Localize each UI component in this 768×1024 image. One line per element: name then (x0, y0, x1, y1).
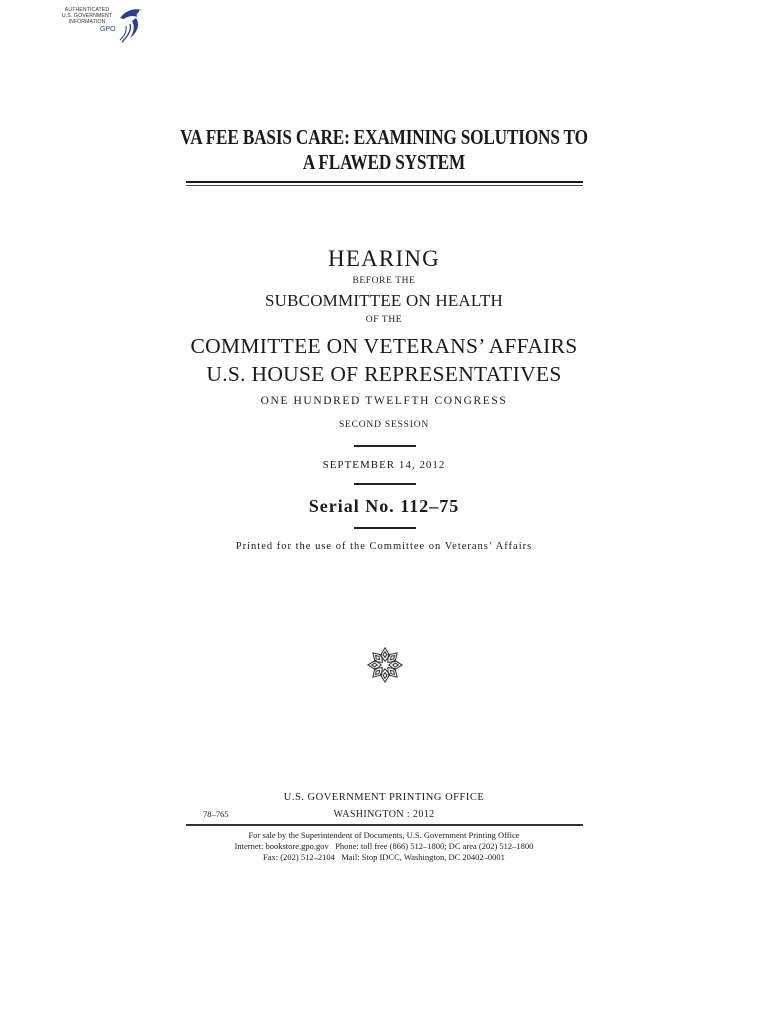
divider-rule (354, 445, 416, 447)
logo-line: AUTHENTICATED (64, 7, 110, 13)
house-name: U.S. HOUSE OF REPRESENTATIVES (206, 362, 562, 386)
document-title-line-2: A FLAWED SYSTEM (302, 150, 466, 174)
document-title-line-1: VA FEE BASIS CARE: EXAMINING SOLUTIONS TO (180, 125, 588, 149)
printed-for-note: Printed for the use of the Committee on Veterans’ Affairs (235, 541, 533, 552)
logo-line: U.S. GOVERNMENT (61, 13, 113, 19)
subcommittee-name: SUBCOMMITTEE ON HEALTH (265, 291, 503, 310)
place-year: WASHINGTON : 2012 (333, 809, 435, 820)
star-ornament-icon (366, 645, 404, 685)
sale-line: Fax: (202) 512–2104 Mail: Stop IDCC, Washington, DC 20402–0001 (263, 852, 505, 862)
title-double-rule (186, 181, 583, 186)
congress-label: ONE HUNDRED TWELFTH CONGRESS (260, 395, 508, 407)
logo-text (52, 7, 122, 25)
hearing-date: SEPTEMBER 14, 2012 (322, 459, 446, 471)
logo-line: INFORMATION (68, 19, 106, 25)
of-the-label: OF THE (365, 315, 403, 325)
jacket-number: 78–765 (203, 809, 229, 819)
eagle-icon (116, 4, 146, 46)
logo-agency: GPO (100, 26, 116, 33)
divider-rule (354, 483, 416, 485)
session-label: SECOND SESSION (338, 420, 430, 430)
sale-line: Internet: bookstore.gpo.gov Phone: toll free (866) 512–1800; DC area (202) 512–1800 (234, 841, 534, 851)
hearing-heading: HEARING (328, 246, 440, 271)
divider-rule (354, 527, 416, 529)
serial-number: Serial No. 112–75 (308, 496, 460, 516)
sale-info (0, 830, 768, 863)
printing-office-name: U.S. GOVERNMENT PRINTING OFFICE (283, 792, 485, 803)
gpo-authenticated-logo (52, 4, 152, 46)
sale-line: For sale by the Superintendent of Documents, U.S. Government Printing Office (248, 830, 520, 840)
committee-name: COMMITTEE ON VETERANS’ AFFAIRS (190, 334, 578, 358)
before-the-label: BEFORE THE (352, 276, 416, 286)
bottom-rule (186, 824, 583, 826)
